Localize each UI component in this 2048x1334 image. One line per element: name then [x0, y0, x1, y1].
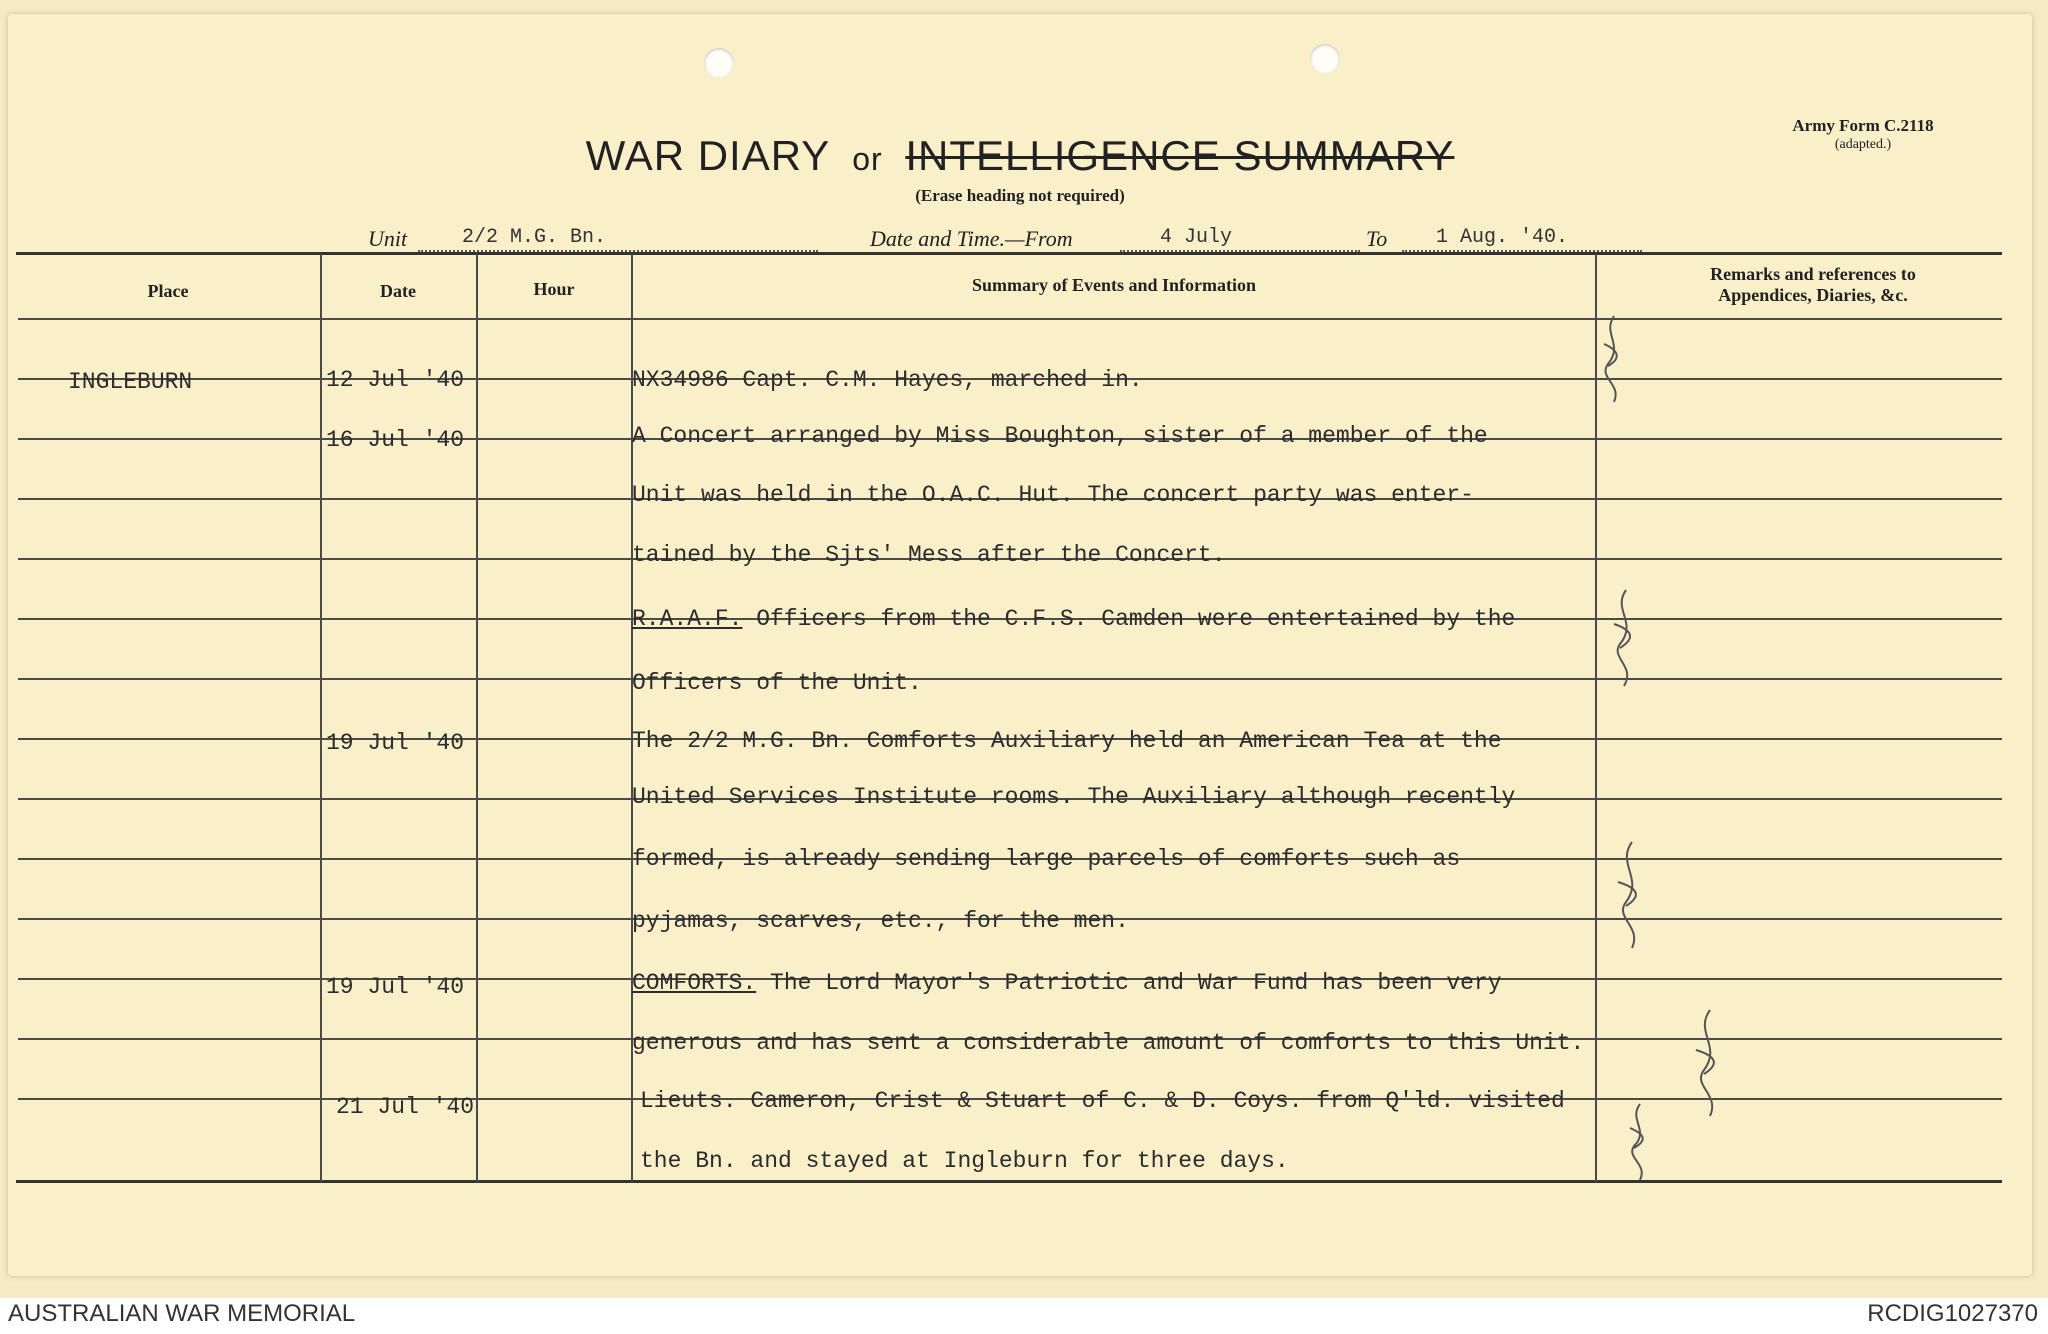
column-header-remarks — [1598, 264, 2028, 306]
underlined-heading: COMFORTS. — [632, 970, 757, 996]
handwritten-initial — [1610, 840, 1654, 950]
summary-line: tained by the Sjts' Mess after the Concert. — [632, 542, 1226, 568]
date-time-label: Date and Time.—From — [870, 226, 1073, 251]
row-rule — [18, 318, 2002, 320]
summary-line: generous and has sent a considerable amount of comforts to this Unit. — [632, 1030, 1585, 1056]
page-title — [8, 132, 2032, 180]
summary-line: the Bn. and stayed at Ingleburn for three days. — [640, 1148, 1289, 1174]
title-main: WAR DIARY — [585, 132, 830, 179]
column-header-date: Date — [380, 281, 416, 301]
remarks-header-line-2: Appendices, Diaries, &c. — [1718, 285, 1908, 305]
summary-line: Officers of the Unit. — [632, 670, 922, 696]
war-diary-page — [8, 14, 2032, 1276]
column-header-place: Place — [147, 281, 189, 301]
date-cell: 16 Jul '40 — [326, 427, 465, 453]
summary-line: Lieuts. Cameron, Crist & Stuart of C. & D. Coys. from Q'ld. visited — [640, 1088, 1565, 1114]
table-top-rule — [16, 252, 2002, 255]
form-note: (adapted.) — [1834, 137, 1892, 152]
summary-line: formed, is already sending large parcels of comforts such as — [632, 846, 1461, 872]
handwritten-initial — [1620, 1102, 1660, 1182]
to-value: 1 Aug. '40. — [1436, 226, 1569, 249]
footer-record-id: RCDIG1027370 — [1867, 1300, 2038, 1327]
date-cell: 21 Jul '40 — [336, 1094, 475, 1120]
date-cell: 12 Jul '40 — [326, 367, 465, 393]
summary-line: pyjamas, scarves, etc., for the men. — [632, 908, 1129, 934]
place-cell: INGLEBURN — [68, 369, 193, 395]
to-label: To — [1366, 226, 1388, 251]
summary-line: NX34986 Capt. C.M. Hayes, marched in. — [632, 367, 1143, 393]
summary-text: Officers from the C.F.S. Camden were entertained by the — [742, 606, 1516, 632]
unit-value: 2/2 M.G. Bn. — [462, 226, 607, 249]
form-number — [1748, 116, 1978, 154]
col-divider-date — [476, 254, 478, 1182]
summary-line — [632, 606, 1515, 632]
punch-hole-left — [704, 48, 734, 78]
summary-text: The Lord Mayor's Patriotic and War Fund has been very — [756, 970, 1502, 996]
date-cell: 19 Jul '40 — [326, 730, 465, 756]
unit-label: Unit — [368, 226, 408, 251]
col-divider-place — [320, 254, 322, 1182]
column-header-summary: Summary of Events and Information — [971, 275, 1257, 295]
summary-line — [632, 970, 1502, 996]
from-value: 4 July — [1160, 226, 1233, 249]
underlined-heading: R.A.A.F. — [632, 606, 743, 632]
summary-line: A Concert arranged by Miss Boughton, sister of a member of the — [632, 423, 1488, 449]
subtitle: (Erase heading not required) — [915, 186, 1125, 205]
handwritten-initial — [1686, 1008, 1730, 1118]
footer-credit: AUSTRALIAN WAR MEMORIAL — [8, 1300, 356, 1327]
row-rule — [18, 678, 2002, 680]
table-bottom-rule — [16, 1180, 2002, 1183]
summary-line: The 2/2 M.G. Bn. Comforts Auxiliary held an American Tea at the — [632, 728, 1502, 754]
date-cell: 19 Jul '40 — [326, 974, 465, 1000]
summary-line: United Services Institute rooms. The Auxiliary although recently — [632, 784, 1516, 810]
column-header-hour: Hour — [533, 279, 575, 299]
punch-hole-right — [1310, 44, 1340, 74]
handwritten-initial — [1594, 314, 1634, 404]
title-struck: INTELLIGENCE SUMMARY — [905, 132, 1455, 179]
title-or: or — [852, 141, 883, 177]
summary-line: Unit was held in the O.A.C. Hut. The concert party was enter- — [632, 482, 1474, 508]
handwritten-initial — [1606, 588, 1646, 688]
form-number-text: Army Form C.2118 — [1792, 116, 1934, 135]
remarks-header-line-1: Remarks and references to — [1710, 264, 1916, 284]
